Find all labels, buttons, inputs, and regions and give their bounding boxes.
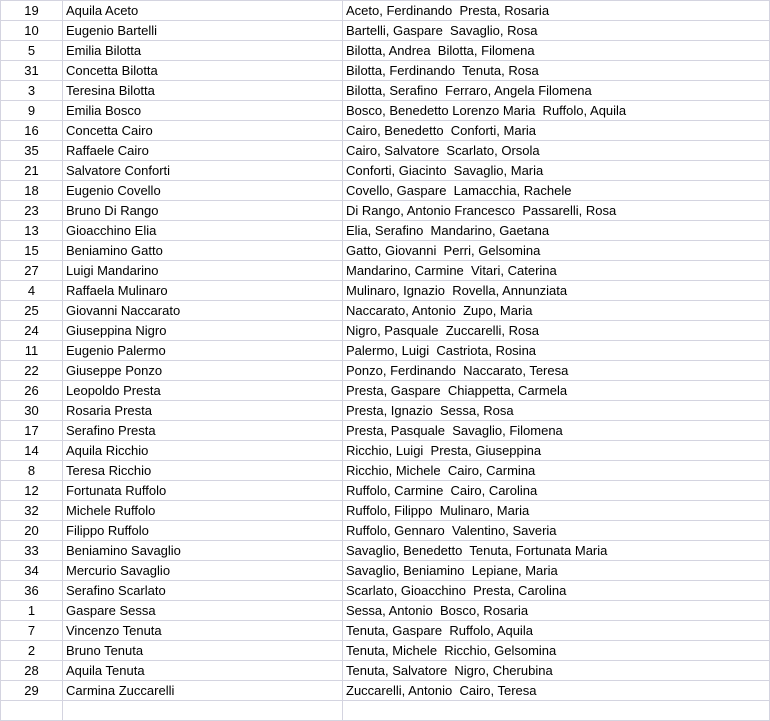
parents-cell[interactable]: Naccarato, Antonio Zupo, Maria [343, 301, 770, 321]
name-cell[interactable]: Concetta Bilotta [63, 61, 343, 81]
parents-cell[interactable]: Palermo, Luigi Castriota, Rosina [343, 341, 770, 361]
table-row [1, 421, 770, 441]
parents-cell[interactable]: Gatto, Giovanni Perri, Gelsomina [343, 241, 770, 261]
parents-cell[interactable]: Savaglio, Benedetto Tenuta, Fortunata Maria [343, 541, 770, 561]
parents-cell[interactable]: Sessa, Antonio Bosco, Rosaria [343, 601, 770, 621]
parents-cell[interactable]: Nigro, Pasquale Zuccarelli, Rosa [343, 321, 770, 341]
parents-cell[interactable]: Ruffolo, Filippo Mulinaro, Maria [343, 501, 770, 521]
table-row [1, 701, 770, 721]
id-cell[interactable]: 12 [1, 481, 63, 501]
parents-cell[interactable]: Presta, Gaspare Chiappetta, Carmela [343, 381, 770, 401]
parents-cell[interactable]: Mulinaro, Ignazio Rovella, Annunziata [343, 281, 770, 301]
name-cell[interactable]: Vincenzo Tenuta [63, 621, 343, 641]
name-cell[interactable]: Aquila Ricchio [63, 441, 343, 461]
id-cell[interactable]: 7 [1, 621, 63, 641]
table-row [1, 341, 770, 361]
id-cell[interactable]: 25 [1, 301, 63, 321]
id-cell[interactable]: 14 [1, 441, 63, 461]
id-cell[interactable]: 17 [1, 421, 63, 441]
parents-cell[interactable]: Ruffolo, Gennaro Valentino, Saveria [343, 521, 770, 541]
id-cell[interactable]: 22 [1, 361, 63, 381]
table-row [1, 601, 770, 621]
id-cell[interactable]: 8 [1, 461, 63, 481]
table-row [1, 181, 770, 201]
id-cell[interactable]: 1 [1, 601, 63, 621]
id-cell[interactable]: 27 [1, 261, 63, 281]
name-cell[interactable]: Bruno Tenuta [63, 641, 343, 661]
id-cell[interactable]: 30 [1, 401, 63, 421]
parents-cell[interactable]: Mandarino, Carmine Vitari, Caterina [343, 261, 770, 281]
parents-cell[interactable]: Ponzo, Ferdinando Naccarato, Teresa [343, 361, 770, 381]
table-row [1, 541, 770, 561]
table-row [1, 261, 770, 281]
table-row [1, 561, 770, 581]
name-cell[interactable]: Teresina Bilotta [63, 81, 343, 101]
name-cell[interactable]: Mercurio Savaglio [63, 561, 343, 581]
name-cell[interactable]: Bruno Di Rango [63, 201, 343, 221]
id-cell[interactable]: 36 [1, 581, 63, 601]
id-cell[interactable]: 26 [1, 381, 63, 401]
table-row [1, 481, 770, 501]
table-row [1, 641, 770, 661]
id-cell[interactable]: 20 [1, 521, 63, 541]
id-cell[interactable]: 34 [1, 561, 63, 581]
id-cell[interactable]: 33 [1, 541, 63, 561]
name-cell[interactable]: Giovanni Naccarato [63, 301, 343, 321]
table-row [1, 321, 770, 341]
name-cell[interactable]: Leopoldo Presta [63, 381, 343, 401]
parents-cell[interactable]: Tenuta, Gaspare Ruffolo, Aquila [343, 621, 770, 641]
name-cell[interactable]: Serafino Scarlato [63, 581, 343, 601]
name-cell[interactable]: Giuseppina Nigro [63, 321, 343, 341]
name-cell[interactable]: Carmina Zuccarelli [63, 681, 343, 701]
id-cell[interactable]: 13 [1, 221, 63, 241]
name-cell[interactable]: Teresa Ricchio [63, 461, 343, 481]
parents-cell[interactable]: Cairo, Benedetto Conforti, Maria [343, 121, 770, 141]
table-row [1, 361, 770, 381]
table-row [1, 401, 770, 421]
table-row [1, 141, 770, 161]
name-cell[interactable]: Luigi Mandarino [63, 261, 343, 281]
id-cell[interactable]: 15 [1, 241, 63, 261]
table-row [1, 161, 770, 181]
table-row [1, 521, 770, 541]
id-cell[interactable] [1, 701, 63, 721]
name-cell[interactable]: Emilia Bilotta [63, 41, 343, 61]
table-row [1, 241, 770, 261]
name-cell[interactable]: Raffaele Cairo [63, 141, 343, 161]
id-cell[interactable]: 32 [1, 501, 63, 521]
id-cell[interactable]: 21 [1, 161, 63, 181]
table-row [1, 681, 770, 701]
table-row [1, 281, 770, 301]
parents-cell[interactable]: Elia, Serafino Mandarino, Gaetana [343, 221, 770, 241]
parents-cell[interactable]: Savaglio, Beniamino Lepiane, Maria [343, 561, 770, 581]
parents-cell[interactable]: Presta, Ignazio Sessa, Rosa [343, 401, 770, 421]
table-row [1, 621, 770, 641]
parents-cell[interactable]: Bilotta, Serafino Ferraro, Angela Filomena [343, 81, 770, 101]
name-cell[interactable]: Raffaela Mulinaro [63, 281, 343, 301]
parents-cell[interactable] [343, 701, 770, 721]
table-row [1, 441, 770, 461]
table-row [1, 121, 770, 141]
parents-cell[interactable]: Bartelli, Gaspare Savaglio, Rosa [343, 21, 770, 41]
table-row [1, 461, 770, 481]
parents-cell[interactable]: Cairo, Salvatore Scarlato, Orsola [343, 141, 770, 161]
name-cell[interactable]: Eugenio Covello [63, 181, 343, 201]
table-row [1, 661, 770, 681]
id-cell[interactable]: 24 [1, 321, 63, 341]
id-cell[interactable]: 19 [1, 1, 63, 21]
name-cell[interactable]: Serafino Presta [63, 421, 343, 441]
name-cell[interactable]: Aquila Aceto [63, 1, 343, 21]
parents-cell[interactable]: Ricchio, Luigi Presta, Giuseppina [343, 441, 770, 461]
id-cell[interactable]: 23 [1, 201, 63, 221]
parents-cell[interactable]: Bosco, Benedetto Lorenzo Maria Ruffolo, Aquila [343, 101, 770, 121]
id-cell[interactable]: 35 [1, 141, 63, 161]
name-cell[interactable]: Rosaria Presta [63, 401, 343, 421]
parents-cell[interactable]: Covello, Gaspare Lamacchia, Rachele [343, 181, 770, 201]
table-row [1, 581, 770, 601]
parents-cell[interactable]: Bilotta, Ferdinando Tenuta, Rosa [343, 61, 770, 81]
id-cell[interactable]: 28 [1, 661, 63, 681]
id-cell[interactable]: 2 [1, 641, 63, 661]
spreadsheet-body [1, 1, 770, 721]
name-cell[interactable]: Emilia Bosco [63, 101, 343, 121]
table-row [1, 381, 770, 401]
id-cell[interactable]: 16 [1, 121, 63, 141]
name-cell[interactable]: Fortunata Ruffolo [63, 481, 343, 501]
table-row [1, 21, 770, 41]
parents-cell[interactable]: Tenuta, Salvatore Nigro, Cherubina [343, 661, 770, 681]
id-cell[interactable]: 18 [1, 181, 63, 201]
name-cell[interactable]: Michele Ruffolo [63, 501, 343, 521]
parents-cell[interactable]: Presta, Pasquale Savaglio, Filomena [343, 421, 770, 441]
id-cell[interactable]: 31 [1, 61, 63, 81]
table-row [1, 101, 770, 121]
name-cell[interactable]: Gioacchino Elia [63, 221, 343, 241]
table-row [1, 61, 770, 81]
id-cell[interactable]: 5 [1, 41, 63, 61]
parents-cell[interactable]: Tenuta, Michele Ricchio, Gelsomina [343, 641, 770, 661]
id-cell[interactable]: 9 [1, 101, 63, 121]
id-cell[interactable]: 29 [1, 681, 63, 701]
table-row [1, 81, 770, 101]
name-cell[interactable]: Beniamino Savaglio [63, 541, 343, 561]
parents-cell[interactable]: Di Rango, Antonio Francesco Passarelli, Rosa [343, 201, 770, 221]
parents-cell[interactable]: Zuccarelli, Antonio Cairo, Teresa [343, 681, 770, 701]
parents-cell[interactable]: Scarlato, Gioacchino Presta, Carolina [343, 581, 770, 601]
table-row [1, 41, 770, 61]
table-row [1, 201, 770, 221]
id-cell[interactable]: 10 [1, 21, 63, 41]
parents-cell[interactable]: Ruffolo, Carmine Cairo, Carolina [343, 481, 770, 501]
name-cell[interactable]: Eugenio Palermo [63, 341, 343, 361]
id-cell[interactable]: 4 [1, 281, 63, 301]
name-cell[interactable]: Salvatore Conforti [63, 161, 343, 181]
name-cell[interactable]: Giuseppe Ponzo [63, 361, 343, 381]
parents-cell[interactable]: Ricchio, Michele Cairo, Carmina [343, 461, 770, 481]
id-cell[interactable]: 11 [1, 341, 63, 361]
name-cell[interactable]: Filippo Ruffolo [63, 521, 343, 541]
name-cell[interactable]: Eugenio Bartelli [63, 21, 343, 41]
id-cell[interactable]: 3 [1, 81, 63, 101]
parents-cell[interactable]: Bilotta, Andrea Bilotta, Filomena [343, 41, 770, 61]
parents-cell[interactable]: Conforti, Giacinto Savaglio, Maria [343, 161, 770, 181]
name-cell[interactable]: Aquila Tenuta [63, 661, 343, 681]
name-cell[interactable] [63, 701, 343, 721]
name-cell[interactable]: Gaspare Sessa [63, 601, 343, 621]
table-row [1, 1, 770, 21]
table-row [1, 501, 770, 521]
table-row [1, 221, 770, 241]
parents-cell[interactable]: Aceto, Ferdinando Presta, Rosaria [343, 1, 770, 21]
table-row [1, 301, 770, 321]
name-cell[interactable]: Beniamino Gatto [63, 241, 343, 261]
name-cell[interactable]: Concetta Cairo [63, 121, 343, 141]
